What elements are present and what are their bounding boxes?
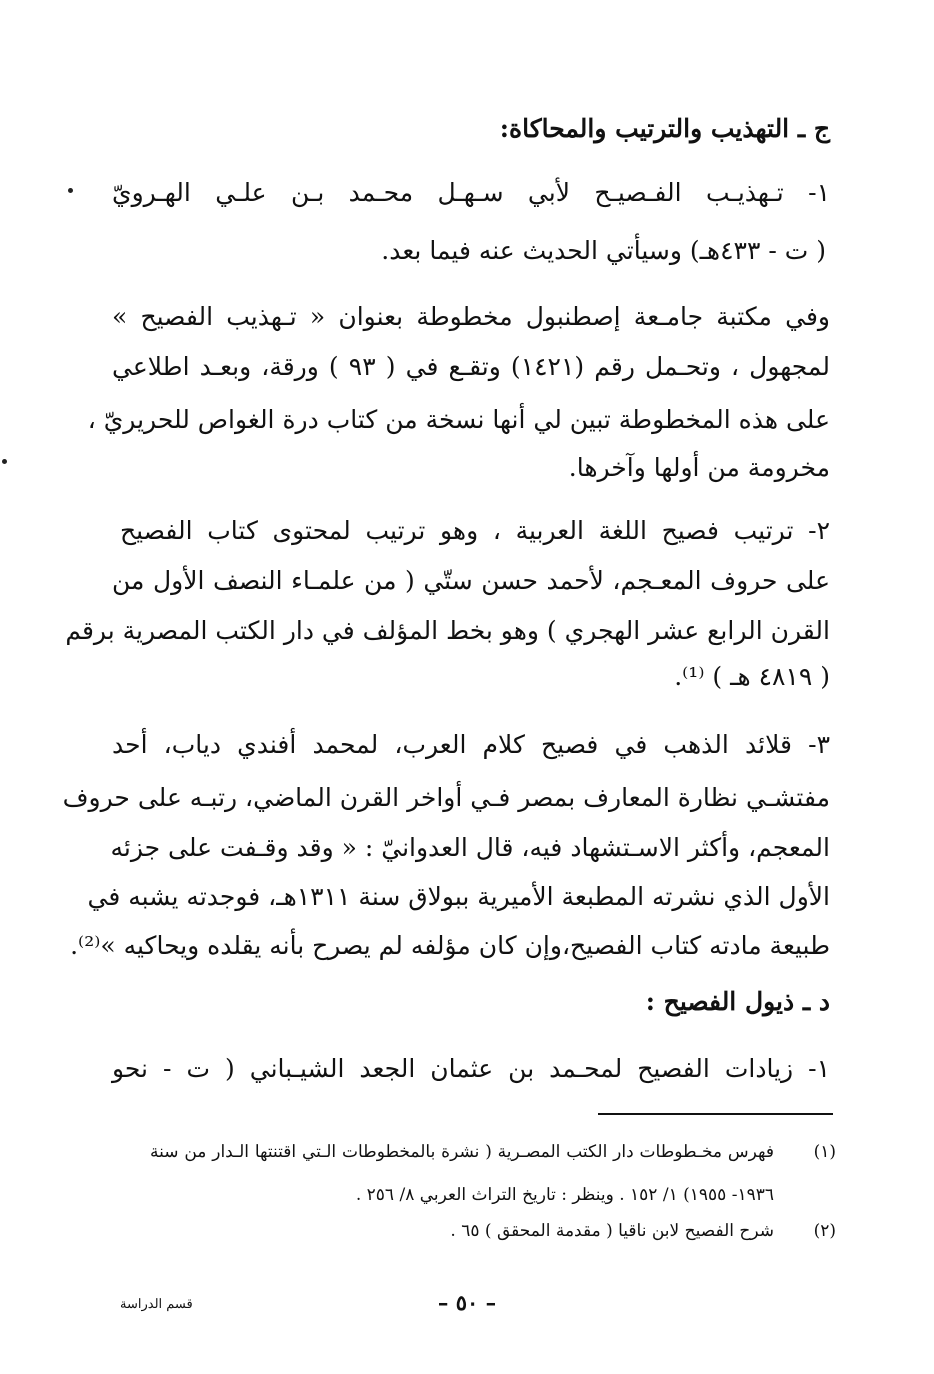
item3-line-1: ٣- قلائد الذهب في فصيح كلام العرب، لمحمد أفندي دياب، أحد	[112, 730, 830, 759]
item2-line-1: ٢- ترتيب فصيح اللغة العربية ، وهو ترتيب لمحتوى كتاب الفصيح	[120, 516, 830, 545]
page-number: – ٥٠ –	[437, 1290, 497, 1315]
scan-speck	[2, 459, 7, 464]
item3-line-5: طبيعة مادته كتاب الفصيح،وإن كان مؤلفه لم يصرح بأنه يقلده ويحاكيه »⁽²⁾.	[70, 931, 830, 960]
footnote-2-number: (٢)	[813, 1221, 836, 1241]
item1-line-1: ١- تـهذيـب الفـصيـح لأبي سـهـل محـمد بـن علـي الهـرويّ	[112, 178, 830, 207]
item3-line-4: الأول الذي نشرته المطبعة الأميرية ببولاق سنة ١٣١١هـ، فوجدته يشبه في	[87, 882, 830, 911]
section-heading-c: ج ـ التهذيب والترتيب والمحاكاة:	[499, 114, 830, 143]
item1-line-2: ( ت - ٤٣٣هـ) وسيأتي الحديث عنه فيما بعد.	[381, 236, 826, 265]
item2-line-3: القرن الرابع عشر الهجري ) وهو بخط المؤلف في دار الكتب المصرية برقم	[65, 616, 830, 645]
scan-speck	[68, 188, 73, 193]
item3-line-3: المعجم، وأكثر الاسـتشهاد فيه، قال العدوانيّ : « وقد وقـفت على جزئه	[110, 833, 830, 862]
item3-line-2: مفتشـي نظارة المعارف بمصر فـي أواخر القرن الماضي، رتبـه على حروف	[62, 783, 830, 812]
library-para-line-3: على هذه المخطوطة تبين لي أنها نسخة من كتاب درة الغواص للحريريّ ،	[87, 405, 830, 434]
footnote-1-line-2: ١٩٣٦- ١٩٥٥) ١/ ١٥٢ . وينظر : تاريخ التراث العربي ٨/ ٢٥٦ .	[355, 1185, 774, 1205]
section-heading-d: د ـ ذيول الفصيح :	[645, 987, 830, 1016]
footnote-separator	[598, 1113, 833, 1115]
footnote-1-line-1: فهرس مخـطوطات دار الكتب المصـرية ( نشرة بالمخطوطات الـتي اقتنتها الـدار من سنة	[150, 1142, 774, 1162]
item4-line-1: ١- زيادات الفصيح لمحـمد بن عثمان الجعد الشيـباني ( ت - نحو	[112, 1054, 830, 1083]
footnote-1-number: (١)	[813, 1142, 836, 1162]
library-para-line-4: مخرومة من أولها وآخرها.	[568, 453, 830, 482]
item2-line-4: ( ٤٨١٩ هـ ) ⁽¹⁾.	[674, 662, 830, 691]
item2-line-2: على حروف المعـجم، لأحمد حسن ستّي ( من علمـاء النصف الأول من	[112, 566, 830, 595]
footnote-2-line-1: شرح الفصيح لابن ناقيا ( مقدمة المحقق ) ٦٥ .	[450, 1221, 774, 1241]
library-para-line-1: وفي مكتبة جامـعة إصطنبول مخطوطة بعنوان « تـهذيب الفصيح »	[112, 302, 830, 331]
library-para-line-2: لمجهول ، وتحـمل رقم (١٤٢١) وتقـع في ( ٩٣ ) ورقة، وبعـد اطلاعي	[112, 352, 830, 381]
running-footer-label: قسم الدراسة	[120, 1297, 193, 1312]
